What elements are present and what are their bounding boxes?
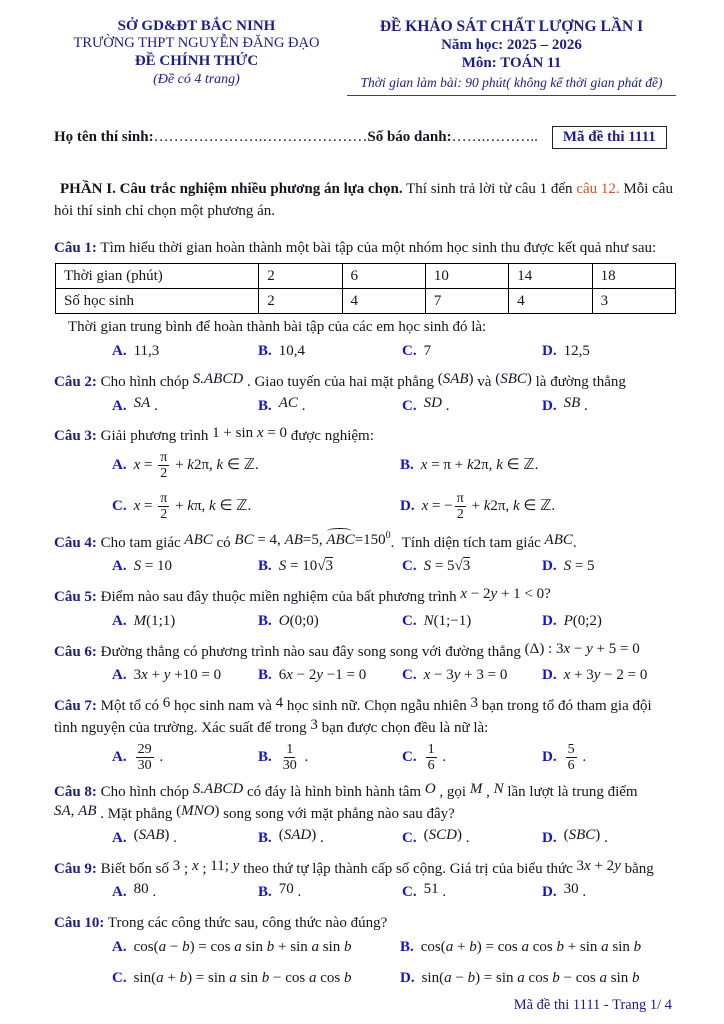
question-8-option-c — [402, 828, 542, 850]
question-2-option-b — [258, 396, 402, 418]
option-value: AC . — [278, 394, 306, 414]
question-6-option-b — [258, 665, 402, 687]
option-letter: C. — [402, 829, 417, 846]
question-10-text — [54, 913, 676, 935]
page-footer: Mã đề thi 1111 - Trang 1/ 4 — [513, 997, 672, 1013]
question-4-option-b — [258, 556, 402, 578]
option-value: $\frac{29}{30}$ . — [137, 741, 164, 773]
option-value: P(0;2) — [563, 612, 602, 629]
question-8-body: Cho hình chóp S.ABCD có đáy là hình bình hành tâm O , gọi M , N lần lượt là trung điểm SA, AB . Mặt phẳng (MNO) song song với mặt phẳng nào sau đây? — [54, 781, 638, 823]
option-letter: C. — [112, 969, 127, 986]
question-5-option-a — [112, 611, 258, 633]
option-value: 6x − 2y −1 = 0 — [278, 667, 367, 684]
question-5-option-b — [258, 611, 402, 633]
question-7-text — [54, 696, 676, 740]
question-6-option-c — [402, 665, 542, 687]
table-row — [56, 289, 676, 314]
question-9-option-a — [112, 882, 258, 904]
question-4-label: Câu 4: — [54, 534, 97, 551]
question-9-label: Câu 9: — [54, 860, 97, 877]
option-letter: B. — [258, 667, 272, 684]
option-letter: A. — [112, 884, 127, 901]
question-4-option-a — [112, 556, 258, 578]
question-8-option-b — [258, 828, 402, 850]
table-cell: Thời gian (phút) — [56, 264, 259, 289]
option-letter: A. — [112, 829, 127, 846]
question-8 — [54, 782, 676, 849]
student-info-row — [54, 126, 676, 149]
option-value: SD . — [423, 394, 450, 414]
question-7-label: Câu 7: — [54, 698, 97, 715]
question-10-option-c — [112, 968, 400, 990]
question-3-option-d — [400, 491, 676, 523]
question-4-option-d — [542, 556, 676, 578]
option-value: 51 . — [423, 881, 447, 901]
question-2-label: Câu 2: — [54, 373, 97, 390]
question-10-label: Câu 10: — [54, 915, 105, 932]
question-8-option-d — [542, 828, 676, 850]
question-4-body: Cho tam giác ABC có BC = 4, AB=5, $ABC=150^0$. Tính diện tích tam giác ABC. — [100, 529, 577, 551]
question-6-options — [54, 665, 676, 687]
question-7-option-a — [112, 742, 258, 774]
question-9-text — [54, 859, 676, 881]
question-6-option-d — [542, 665, 676, 687]
question-9-option-d — [542, 882, 676, 904]
question-2-body: Cho hình chóp S.ABCD . Giao tuyến của hai mặt phẳng (SAB) và (SBC) là đường thẳng — [100, 370, 626, 390]
option-value: N(1;−1) — [423, 612, 472, 629]
question-3-option-a — [112, 450, 400, 482]
question-1-subtext: Thời gian trung bình để hoàn thành bài tập của các em học sinh đó là: — [68, 319, 487, 336]
question-9-option-b — [258, 882, 402, 904]
question-3-label: Câu 3: — [54, 428, 97, 445]
option-letter: C. — [402, 397, 417, 414]
department-name: SỞ GD&ĐT BẮC NINH — [117, 18, 276, 34]
section-1-heading — [54, 179, 676, 223]
question-5-text — [54, 587, 676, 609]
question-7-option-b — [258, 742, 402, 774]
question-2-option-d — [542, 396, 676, 418]
question-10-option-d — [400, 968, 676, 990]
question-1-option-d — [542, 341, 676, 363]
option-letter: B. — [258, 558, 272, 575]
option-letter: A. — [112, 558, 127, 575]
option-value: 70 . — [278, 881, 302, 901]
option-value: (SCD) . — [423, 826, 470, 846]
option-letter: B. — [258, 397, 272, 414]
question-1-label: Câu 1: — [54, 239, 97, 256]
question-1 — [54, 238, 676, 363]
option-letter: C. — [402, 884, 417, 901]
option-value: x = $\frac{\pi}{2}$ + kπ, k ∈ ℤ. — [133, 490, 252, 523]
header-left — [54, 18, 339, 96]
question-2-text — [54, 372, 676, 394]
table-cell: 4 — [509, 289, 592, 314]
question-9-body: Biết bốn số 3 ; x ; 11; y theo thứ tự lập thành cấp số cộng. Giá trị của biểu thức 3x + 2y bằng — [100, 857, 654, 877]
option-value: S = 5 — [563, 558, 595, 575]
table-cell: 4 — [342, 289, 425, 314]
option-letter: C. — [112, 498, 127, 515]
question-3-options — [54, 450, 676, 523]
question-4 — [54, 529, 676, 579]
option-value: cos(a + b) = cos a cos b + sin a sin b — [420, 938, 642, 955]
option-letter: C. — [402, 558, 417, 575]
question-6-text — [54, 642, 676, 664]
option-value: (SAD) . — [278, 826, 324, 846]
page-count-note: (Đề có 4 trang) — [153, 72, 240, 87]
option-letter: A. — [112, 397, 127, 414]
table-cell: 2 — [259, 289, 342, 314]
option-value: 12,5 — [563, 343, 590, 359]
question-2 — [54, 372, 676, 418]
question-1-option-a — [112, 341, 258, 363]
question-4-option-c — [402, 556, 542, 578]
header-right — [347, 18, 676, 96]
option-value: cos(a − b) = cos a sin b + sin a sin b — [133, 938, 352, 955]
option-letter: D. — [542, 829, 557, 846]
question-7 — [54, 696, 676, 773]
table-cell: 2 — [259, 264, 342, 289]
question-1-options — [54, 341, 676, 363]
official-exam-label: ĐỀ CHÍNH THỨC — [134, 53, 259, 69]
student-name-label: Họ tên thí sinh: — [54, 129, 154, 145]
question-5-options — [54, 611, 676, 633]
question-7-option-d — [542, 742, 676, 774]
option-value: (SAB) . — [133, 826, 177, 846]
subject-line: Môn: TOÁN 11 — [461, 55, 562, 71]
option-letter: B. — [258, 612, 272, 629]
question-3 — [54, 426, 676, 522]
table-row — [56, 264, 676, 289]
school-year: Năm học: 2025 – 2026 — [441, 37, 582, 53]
option-letter: D. — [542, 343, 557, 359]
option-letter: C. — [402, 667, 417, 684]
option-value: x = $\frac{\pi}{2}$ + k2π, k ∈ ℤ. — [133, 450, 259, 482]
question-6-body: Đường thẳng có phương trình nào sau đây song song với đường thẳng (Δ) : 3x − y + 5 = 0 — [100, 640, 640, 660]
option-value: 7 — [423, 343, 432, 359]
school-name: TRƯỜNG THPT NGUYỄN ĐĂNG ĐẠO — [73, 35, 320, 51]
question-9-option-c — [402, 882, 542, 904]
student-id-dots: …….……….. — [451, 129, 538, 145]
question-10-body: Trong các công thức sau, công thức nào đúng? — [107, 915, 388, 932]
option-letter: C. — [402, 748, 417, 765]
question-7-options — [54, 742, 676, 774]
question-2-option-c — [402, 396, 542, 418]
duration-note: Thời gian làm bài: 90 phút( không kể thời gian phát đề) — [347, 75, 676, 96]
question-3-body: Giải phương trình 1 + sin x = 0 được nghiệm: — [100, 425, 374, 445]
table-cell: 18 — [592, 264, 675, 289]
option-value: S = 5√3 — [423, 558, 471, 575]
option-letter: C. — [402, 343, 417, 359]
question-8-options — [54, 828, 676, 850]
table-cell: Số học sinh — [56, 289, 259, 314]
question-3-option-c — [112, 491, 400, 523]
option-letter: A. — [112, 457, 127, 474]
question-7-option-c — [402, 742, 542, 774]
question-10 — [54, 913, 676, 989]
option-value: $\frac{1}{6}$ . — [427, 741, 447, 773]
question-10-option-b — [400, 937, 676, 959]
option-letter: D. — [400, 498, 415, 515]
question-1-table — [55, 263, 676, 314]
option-letter: B. — [258, 884, 272, 901]
student-id-label: Số báo danh: — [367, 129, 452, 145]
question-8-label: Câu 8: — [54, 784, 97, 801]
option-value: x − 3y + 3 = 0 — [423, 667, 508, 684]
question-6 — [54, 642, 676, 688]
option-value: 3x + y +10 = 0 — [133, 667, 222, 684]
table-cell: 6 — [342, 264, 425, 289]
option-value: x + 3y − 2 = 0 — [563, 667, 648, 684]
option-letter: D. — [542, 748, 557, 765]
option-value: x = − $\frac{\pi}{2}$ + k2π, k ∈ ℤ. — [421, 490, 556, 523]
question-7-body: Một tổ có 6 học sinh nam và 4 học sinh nữ. Chọn ngẫu nhiên 3 bạn trong tổ đó tham gia đội tình nguyện của trường. Xác suất để trong 3 bạn được chọn đều là nữ là: — [54, 695, 652, 736]
option-letter: B. — [400, 938, 414, 955]
section-1-desc-1: Thí sinh trả lời từ câu 1 đến — [406, 181, 573, 197]
option-letter: D. — [400, 969, 415, 986]
question-5-label: Câu 5: — [54, 589, 97, 606]
question-9-options — [54, 882, 676, 904]
option-value: 10,4 — [278, 343, 306, 359]
question-8-option-a — [112, 828, 258, 850]
option-letter: A. — [112, 667, 127, 684]
table-cell: 7 — [425, 289, 508, 314]
question-5-option-d — [542, 611, 676, 633]
option-letter: D. — [542, 397, 557, 414]
option-letter: A. — [112, 612, 127, 629]
question-8-text — [54, 782, 676, 826]
question-2-option-a — [112, 396, 258, 418]
question-1-text — [54, 238, 676, 260]
option-letter: D. — [542, 667, 557, 684]
option-letter: B. — [258, 829, 272, 846]
option-value: S = 10√3 — [278, 558, 333, 575]
exam-header — [54, 18, 676, 96]
option-value: SA . — [133, 394, 158, 414]
table-cell: 3 — [592, 289, 675, 314]
question-10-options — [54, 937, 676, 990]
option-value: O(0;0) — [278, 612, 319, 629]
exam-code-box: Mã đề thi 1111 — [552, 126, 667, 149]
question-5 — [54, 587, 676, 633]
question-1-option-b — [258, 341, 402, 363]
question-4-options — [54, 556, 676, 578]
section-1-title: PHẦN I. Câu trắc nghiệm nhiều phương án lựa chọn. — [60, 181, 403, 197]
question-10-option-a — [112, 937, 400, 959]
question-6-option-a — [112, 665, 258, 687]
table-cell: 10 — [425, 264, 508, 289]
question-2-options — [54, 396, 676, 418]
exam-title: ĐỀ KHẢO SÁT CHẤT LƯỢNG LẦN I — [379, 18, 644, 35]
table-cell: 14 — [509, 264, 592, 289]
option-letter: A. — [112, 938, 127, 955]
option-letter: C. — [402, 612, 417, 629]
option-letter: D. — [542, 884, 557, 901]
question-3-text — [54, 426, 676, 448]
option-letter: A. — [112, 343, 127, 359]
question-1-option-c — [402, 341, 542, 363]
question-9 — [54, 859, 676, 905]
option-letter: D. — [542, 558, 557, 575]
option-value: 30 . — [563, 881, 587, 901]
option-value: S = 10 — [133, 558, 173, 575]
option-letter: B. — [400, 457, 414, 474]
option-value: x = π + k2π, k ∈ ℤ. — [420, 457, 539, 474]
option-value: sin(a + b) = sin a sin b − cos a cos b — [133, 969, 352, 986]
option-value: (SBC) . — [563, 826, 608, 846]
option-value: M(1;1) — [133, 612, 176, 629]
option-value: 11,3 — [133, 343, 160, 359]
question-5-body: Điểm nào sau đây thuộc miền nghiệm của bất phương trình x − 2y + 1 < 0? — [100, 586, 551, 606]
option-value: $\frac{1}{30}$ . — [282, 741, 309, 773]
question-1-body: Tìm hiểu thời gian hoàn thành một bài tập của một nhóm học sinh thu được kết quả như sau: — [100, 239, 657, 256]
option-letter: B. — [258, 748, 272, 765]
question-5-option-c — [402, 611, 542, 633]
section-1-desc-2: Mỗi câu hỏi thí sinh chỉ chọn một phương án. — [54, 181, 673, 219]
option-letter: D. — [542, 612, 557, 629]
option-value: sin(a − b) = sin a cos b − cos a sin b — [421, 969, 640, 986]
question-4-text — [54, 529, 676, 555]
option-value: 80 . — [133, 881, 157, 901]
section-1-desc-highlight: câu 12. — [576, 181, 620, 197]
option-letter: A. — [112, 748, 127, 765]
question-3-option-b — [400, 455, 676, 477]
option-value: SB . — [563, 394, 588, 414]
option-value: $\frac{5}{6}$ . — [567, 741, 587, 773]
student-name-dots: ………………….………………… — [153, 129, 368, 145]
option-letter: B. — [258, 343, 272, 359]
question-6-label: Câu 6: — [54, 643, 97, 660]
